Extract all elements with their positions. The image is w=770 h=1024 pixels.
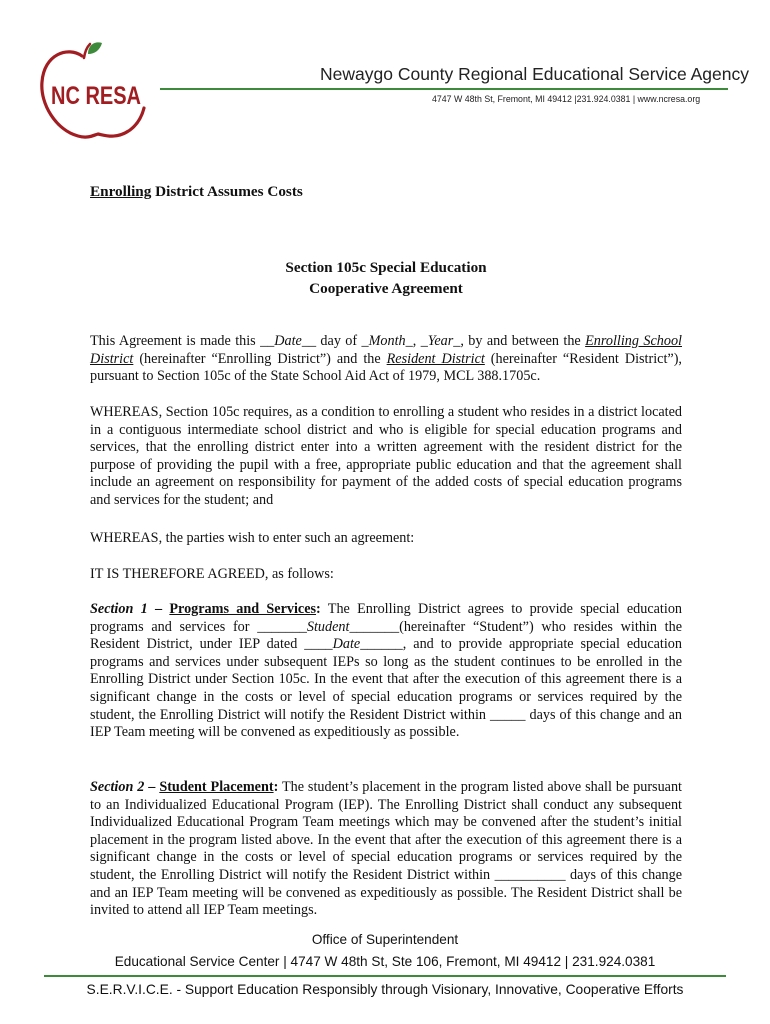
section-2 [90,779,682,920]
agreed-paragraph: IT IS THEREFORE AGREED, as follows: [90,566,334,582]
agency-name: Newaygo County Regional Educational Service Agency [320,64,750,84]
section-2-name: Student Placement [159,779,274,795]
section-1 [90,601,682,742]
whereas-paragraph-2: WHEREAS, the parties wish to enter such an agreement: [90,530,415,546]
heading-enrolling: Enrolling [90,183,152,200]
agency-address: 4747 W 48th St, Fremont, MI 49412 |231.924.0381 | www.ncresa.org [432,94,701,104]
whereas-paragraph-1: WHEREAS, Section 105c requires, as a condition to enrolling a student who resides in a district located in a contiguous intermediate school district and who is eligible for special education programs and services, that the enrolling district enter into a written agreement with the resident district for the purpose of providing the pupil with a free, appropriate public education and that the agreement shall include an agreement on responsibility for payment of the added costs of special education programs and services for the student; and [90,404,682,508]
footer-motto: S.E.R.V.I.C.E. - Support Education Responsibly through Visionary, Innovative, Cooperative Efforts [86,982,684,997]
title-line-2: Cooperative Agreement [309,280,463,297]
nc-resa-logo [38,42,156,142]
header-divider [160,88,728,90]
iep-date-field: ____Date______ [304,636,403,653]
intro-text: , [412,333,421,349]
date-field: __Date__ [260,333,317,349]
intro-text: (hereinafter “Resident District”), pursuant to Section 105c of the State School Aid Act of 1979, MCL 388.1705c. [90,350,682,385]
intro-text: This Agreement is made this [90,333,261,349]
intro-text: (hereinafter “Enrolling District”) and the [133,350,387,367]
month-field: _Month_ [361,333,413,349]
section-2-dash: – [144,779,160,795]
title-line-1: Section 105c Special Education [285,259,487,276]
intro-paragraph [90,333,682,386]
footer-office: Office of Superintendent [311,932,459,947]
footer-address: Educational Service Center | 4747 W 48th St, Ste 106, Fremont, MI 49412 | 231.924.0381 [114,954,656,969]
section-1-text: The Enrolling District agrees to provide special education programs and services for [90,601,683,635]
intro-text: , by and between the [460,333,586,349]
year-field: _Year_ [420,333,461,349]
section-1-dash: – [147,601,170,617]
intro-text: day of [316,333,362,349]
resident-district-field: Resident District [386,350,485,367]
section-1-name: Programs and Services [169,601,317,617]
student-field: _______Student_______ [257,618,400,635]
footer-divider [44,975,726,977]
section-2-colon: : [273,779,279,795]
document-heading [90,183,682,201]
section-1-label: Section 1 [90,601,148,617]
section-1-text: , and to provide appropriate special education programs and services under subsequent IEPs so long as the student continues to be enrolled in the Enrolling District under Section 105c. In the event that after the execution of this agreement there is a significant change in the costs or level of special education programs or services required by the student, the Enrolling District will notify the Resident District within _____ days of this change and an IEP Team meeting will be convened as expeditiously as possible. [90,636,682,741]
section-1-colon: : [316,601,321,617]
section-2-label: Section 2 [90,779,145,795]
logo-text: NC RESA [51,82,141,110]
enrolling-district-field: Enrolling School District [90,333,682,367]
section-1-text: (hereinafter “Student”) who resides within the Resident District, under IEP dated [90,618,683,653]
section-2-text: The student’s placement in the program listed above shall be pursuant to an Individualized Educational Program (IEP). The Enrolling District shall conduct any subsequent Individualized Educational Program Team meetings which may be convened after the student’s initial placement in the program listed above. In the event that after the execution of this agreement there is a significant change in the costs or level of special education programs or services required by the student, the Enrolling District will notify the Resident District within __________ days of this change and an IEP Team meeting will be convened as expeditiously as possible. The Resident District shall be invited to attend all IEP Team meetings. [90,779,682,919]
document-title [90,257,682,299]
heading-rest: District Assumes Costs [151,183,303,200]
